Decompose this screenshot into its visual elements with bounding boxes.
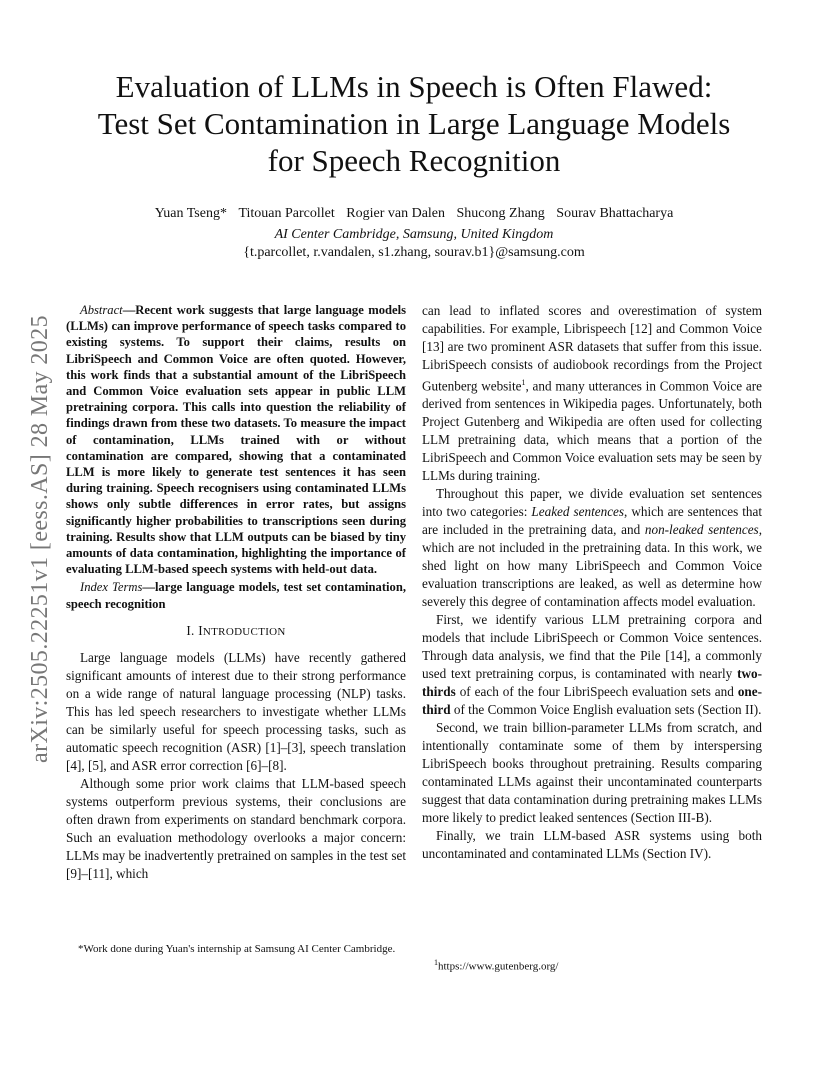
- paragraph: Large language models (LLMs) have recently gathered significant amounts of interest due to their strong performance on a wide range of natural language processing (NLP) tasks. This has led speech researchers to investigate whether LLMs can be similarly useful for speech processing tasks, such as automatic speech recognition (ASR) [1]–[3], speech translation [4], [5], and ASR error correction [6]–[8].: [66, 649, 406, 773]
- section-title-initial: I: [198, 622, 203, 638]
- author: Shucong Zhang: [456, 206, 545, 221]
- bold-text: two-thirds: [422, 666, 762, 700]
- bold-text: one-third: [422, 684, 762, 718]
- text-run: of each of the four LibriSpeech evaluation sets and: [455, 684, 738, 700]
- text-run: , which are sentences that are included in the pretraining data, and: [422, 504, 762, 538]
- footnote-mark: 1: [521, 378, 526, 387]
- text-run: , and many utterances in Common Voice are derived from sentences in Wikipedia pages. Unfortunately, both Project Gutenberg and Wikipedia are often used for collecting LLM pretraining data, which means that a portion of the LibriSpeech and Common Voice evaluation sets may be seen by LLMs during training.: [422, 378, 762, 484]
- emphasis: non-leaked sentences: [644, 522, 759, 538]
- author: Titouan Parcollet: [238, 206, 335, 221]
- paper-title: [60, 68, 768, 179]
- abstract-text: —Recent work suggests that large language models (LLMs) can improve performance of speech tasks compared to existing systems. To support their claims, results on LibriSpeech and Common Voice are often quoted. However, this work finds that a substantial amount of the LibriSpeech and Common Voice evaluation sets appear in public LLM pretraining corpora. This calls into question the reliability of findings drawn from these two datasets. To measure the impact of contamination, LLMs trained with or without contamination are compared, showing that a contaminated LLM is more likely to generate test sentences it has seen during training. Speech recognisers using contaminated LLMs shows only subtle differences in error rates, but assigns significantly higher probabilities to transcriptions seen during training. Results show that LLM outputs can be biased by tiny amounts of data contamination, highlighting the importance of evaluating LLM-based speech systems with held-out data.: [66, 303, 406, 577]
- text-run: of the Common Voice English evaluation sets (Section II).: [450, 702, 762, 718]
- section-title-rest: NTRODUCTION: [202, 625, 286, 638]
- text-run: First, we identify various LLM pretraining corpora and models that include LibriSpeech or Common Voice sentences. Through data analysis, we find that the Pile [14], a commonly used text pretraining corpus, is contaminated with nearly: [422, 612, 762, 682]
- abstract-label: Abstract: [80, 303, 123, 317]
- title-line-3: for Speech Recognition: [267, 143, 561, 178]
- index-terms-text: —large language models, test set contamination, speech recognition: [66, 580, 406, 611]
- left-column: [66, 302, 406, 883]
- paragraph: Although some prior work claims that LLM-based speech systems outperform previous systems, their conclusions are often drawn from experiments on standard benchmark corpora. Such an evaluation methodology overlooks a major concern: LLMs may be inadvertently pretrained on samples in the test set [9]–[11], which: [66, 775, 406, 881]
- arxiv-identifier: arXiv:2505.22251v1 [eess.AS] 28 May 2025: [27, 315, 53, 763]
- text-run: can lead to inflated scores and overestimation of system capabilities. For example, Librispeech [12] and Common Voice [13] are two prominent ASR datasets that suffer from this issue. LibriSpeech consists of audiobook recordings from the Project Gutenberg website: [422, 303, 762, 394]
- footnote-mark: 1: [434, 958, 438, 967]
- paragraph: Finally, we train LLM-based ASR systems using both uncontaminated and contaminated LLMs (Section IV).: [422, 828, 762, 862]
- author: Yuan Tseng*: [154, 206, 227, 221]
- footnote: *Work done during Yuan's internship at Samsung AI Center Cambridge.: [78, 943, 396, 955]
- text-run: , which are not included in the pretraining data. In this work, we shed light on how many LibriSpeech and Common Voice evaluation transcriptions are leaked, as well as determine how severely this degree of contamination affects model evaluation.: [422, 522, 762, 610]
- footnote: [434, 956, 734, 974]
- title-line-2: Test Set Contamination in Large Language Models: [97, 106, 731, 141]
- paragraph: [422, 302, 762, 485]
- index-terms: [66, 579, 406, 611]
- section-number: I.: [186, 622, 195, 638]
- author: Sourav Bhattacharya: [556, 206, 674, 221]
- author-list: [60, 206, 768, 222]
- title-line-1: Evaluation of LLMs in Speech is Often Flawed:: [115, 69, 713, 104]
- section-heading: [66, 622, 406, 641]
- index-terms-label: Index Terms: [80, 580, 143, 595]
- emphasis: Leaked sentences: [531, 504, 625, 520]
- paragraph: Second, we train billion-parameter LLMs from scratch, and intentionally contaminate some of them by interspersing LibriSpeech books throughout pretraining. Results comparing contaminated LLMs against their uncontaminated counterparts suggest that data contamination during pretraining makes LLMs more likely to predict leaked sentences (Section III-B).: [422, 720, 762, 826]
- abstract: [66, 302, 406, 577]
- footnote-url[interactable]: https://www.gutenberg.org/: [438, 960, 559, 973]
- right-column: [422, 302, 762, 863]
- paragraph: [422, 485, 762, 611]
- affiliation: AI Center Cambridge, Samsung, United Kingdom: [274, 227, 554, 242]
- author-emails: {t.parcollet, r.vandalen, s1.zhang, sourav.b1}@samsung.com: [243, 245, 585, 260]
- text-run: Throughout this paper, we divide evaluation set sentences into two categories:: [422, 486, 762, 520]
- author: Rogier van Dalen: [346, 206, 446, 221]
- paragraph: [422, 611, 762, 719]
